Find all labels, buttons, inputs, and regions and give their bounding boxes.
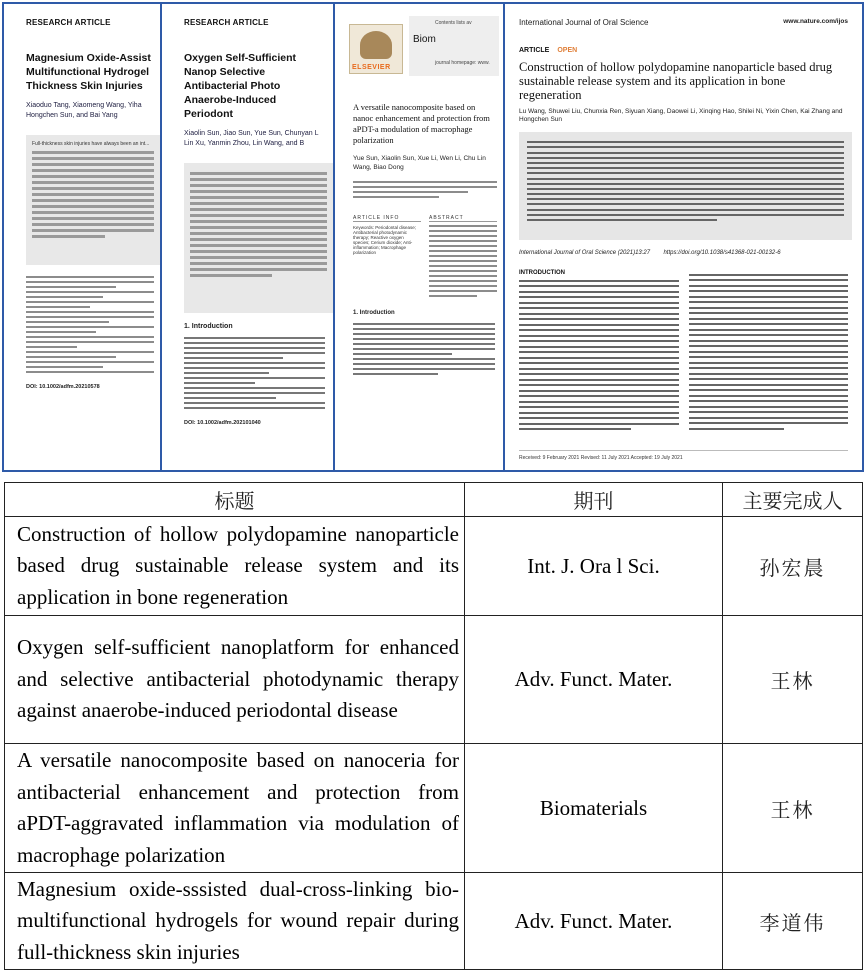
- body-column-right: [689, 270, 849, 434]
- paper-doi: https://doi.org/10.1038/s41368-021-00132-6: [663, 250, 781, 256]
- paper-title-cell: A versatile nanocomposite based on nanoceria for antibacterial enhancement and protection from aPDT-aggravated inflammation via modulation of macrophage polarization: [5, 744, 465, 873]
- paper-authors: Lu Wang, Shuwei Liu, Chunxia Ren, Siyuan Xiang, Daowei Li, Xinqing Hao, Shilei Ni, Yixin Chen, Kai Zhang and Hongchen Sun: [519, 108, 843, 123]
- paper-authors: Xiaoduo Tang, Xiaomeng Wang, Yiha Hongchen Sun, and Bai Yang: [26, 102, 142, 119]
- article-info-column: [353, 215, 421, 300]
- journal-cell: Adv. Funct. Mater.: [465, 616, 723, 744]
- abstract-box: [519, 132, 852, 240]
- paper-title-cell: Oxygen self-sufficient nanoplatform for enhanced and selective antibacterial photodynamic therapy against anaerobe-induced periodontal disease: [5, 616, 465, 744]
- paper-title: Oxygen Self-Sufficient Nanop Selective Antibacterial Photo Anaerobe-Induced Periodont: [184, 52, 297, 120]
- table-row: [5, 744, 863, 873]
- header-journal: 期刊: [465, 483, 723, 517]
- intro-heading: 1. Introduction: [184, 323, 233, 330]
- papers-table: [4, 482, 863, 970]
- citation: International Journal of Oral Science (2021)13:27: [519, 250, 651, 256]
- body-columns: [505, 256, 862, 434]
- person-cell: 王林: [723, 744, 863, 873]
- journal-name: Biom: [413, 34, 436, 45]
- header-person: 主要完成人: [723, 483, 863, 517]
- table-row: [5, 873, 863, 970]
- person-cell: 王林: [723, 616, 863, 744]
- abstract-text: Full-thickness skin injuries have always been an int...: [32, 141, 150, 147]
- paper-doi: DOI: 10.1002/adfm.202101040: [184, 420, 261, 426]
- paper-title-cell: Magnesium oxide-sssisted dual-cross-linking bio-multifunctional hydrogels for wound repair during full-thickness skin injuries: [5, 873, 465, 970]
- journal-cell: Adv. Funct. Mater.: [465, 873, 723, 970]
- abstract-column: [429, 215, 497, 300]
- header-title: 标题: [5, 483, 465, 517]
- paper-page-magnesium: [2, 2, 162, 472]
- paper-authors: Yue Sun, Xiaolin Sun, Xue Li, Wen Li, Chu Lin Wang, Biao Dong: [353, 155, 486, 171]
- affiliations: [4, 265, 160, 373]
- journal-homepage: journal homepage: www.: [435, 60, 490, 66]
- article-tag: [505, 27, 862, 54]
- body-text: [335, 316, 503, 375]
- paper-title: Construction of hollow polydopamine nanoparticle based drug sustainable release system and its application in bone regeneration: [519, 60, 833, 102]
- abstract-heading: ABSTRACT: [429, 215, 497, 222]
- table-row: [5, 517, 863, 616]
- article-type-label: ARTICLE: [519, 47, 550, 54]
- paper-thumbnails-image: [0, 0, 867, 475]
- person-cell: 李道伟: [723, 873, 863, 970]
- body-text: [162, 330, 333, 409]
- journal-name: International Journal of Oral Science: [519, 18, 649, 27]
- citation-line: [505, 240, 862, 256]
- table-header-row: [5, 483, 863, 517]
- abstract-box: [26, 135, 160, 265]
- person-cell: 孙宏晨: [723, 517, 863, 616]
- article-info-heading: ARTICLE INFO: [353, 215, 421, 222]
- elsevier-logo: [349, 24, 403, 74]
- paper-page-ijos: [503, 2, 864, 472]
- paper-title-cell: Construction of hollow polydopamine nanoparticle based drug sustainable release system and its application in bone regeneration: [5, 517, 465, 616]
- paper-authors: Xiaolin Sun, Jiao Sun, Yue Sun, Chunyan L Lin Xu, Yanmin Zhou, Lin Wang, and B: [184, 130, 319, 147]
- tree-icon: [360, 31, 392, 59]
- intro-heading: 1. Introduction: [353, 310, 395, 316]
- journal-cell: Int. J. Ora l Sci.: [465, 517, 723, 616]
- article-type-label: RESEARCH ARTICLE: [184, 18, 269, 27]
- contents-line: Contents lists av: [435, 20, 472, 26]
- publisher-name: ELSEVIER: [352, 64, 391, 71]
- paper-page-biomaterials: [333, 2, 505, 472]
- article-info-section: [335, 201, 503, 300]
- article-type-label: RESEARCH ARTICLE: [26, 18, 111, 27]
- paper-doi: DOI: 10.1002/adfm.20210578: [26, 384, 100, 390]
- paper-page-oxygen: [160, 2, 335, 472]
- body-column-left: [519, 270, 679, 434]
- keywords: Keywords: Periodontal disease; Antibacterial photodynamic therapy; Reactive oxygen species; Cerium dioxide; Anti-inflammation; Macrophage polarization: [353, 225, 417, 255]
- journal-cell: Biomaterials: [465, 744, 723, 873]
- received-dates: Received: 9 February 2021 Revised: 11 July 2021 Accepted: 19 July 2021: [519, 450, 848, 462]
- abstract-box: [184, 163, 333, 313]
- paper-title: Magnesium Oxide-Assist Multifunctional Hydrogel Thickness Skin Injuries: [26, 52, 151, 92]
- table-row: [5, 616, 863, 744]
- journal-url: www.nature.com/ijos: [783, 18, 848, 25]
- journal-header: [335, 4, 503, 84]
- open-access-label: OPEN: [557, 47, 578, 54]
- intro-heading: INTRODUCTION: [519, 270, 565, 276]
- paper-title: A versatile nanocomposite based on nanoc enhancement and protection from aPDT-a modulation of macrophage polarization: [353, 102, 490, 145]
- journal-header: [505, 4, 862, 27]
- affiliations: [335, 172, 503, 198]
